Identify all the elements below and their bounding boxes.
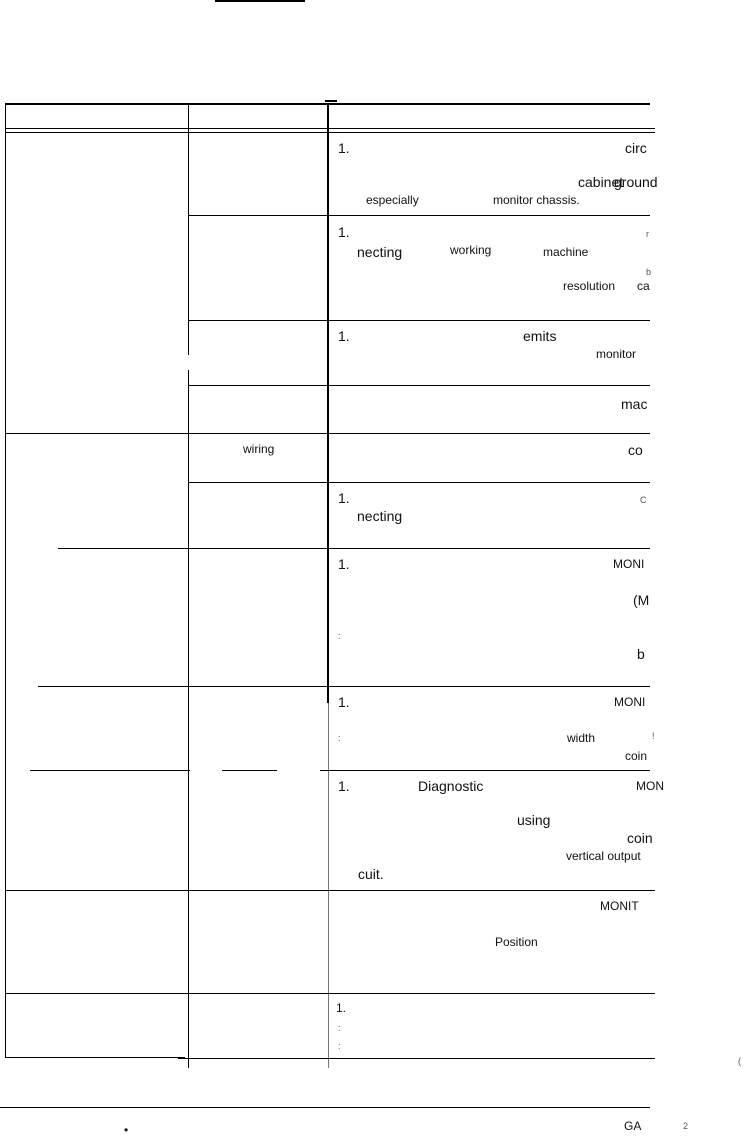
row-text: monitor	[596, 347, 637, 361]
row-text: coin	[627, 830, 653, 846]
row-text: (M	[633, 592, 650, 608]
row-text: MONIT	[600, 899, 639, 913]
rule-b	[188, 320, 650, 321]
rule-c	[188, 385, 650, 386]
rule-e	[188, 482, 650, 483]
row-text: especially	[366, 193, 419, 207]
footer-rule	[0, 1107, 650, 1108]
row-text: working	[450, 243, 492, 257]
rule-i	[5, 890, 655, 891]
row-text: b	[646, 267, 652, 277]
row-text: r	[646, 229, 649, 239]
col1-tick	[325, 100, 337, 102]
rule-g	[38, 686, 650, 687]
rule-a	[188, 215, 650, 216]
rule-h1	[30, 770, 190, 771]
row-text: 1.	[338, 490, 350, 506]
row-text: Diagnostic	[418, 778, 484, 794]
row-text: co	[628, 442, 643, 458]
row-text: :	[338, 1023, 341, 1033]
row-text: machine	[543, 245, 589, 259]
row-text: 1.	[338, 224, 350, 240]
row-text: coin	[625, 749, 648, 763]
table-left-border	[5, 103, 6, 1058]
rule-d	[5, 433, 650, 434]
title-underline	[215, 0, 305, 2]
row-text: ground	[614, 174, 658, 190]
row-text: vertical output	[566, 849, 641, 863]
header-rule-2	[5, 132, 655, 133]
row-text: 1.	[338, 778, 350, 794]
row-text: b	[637, 646, 645, 662]
row-text: MON	[636, 779, 664, 793]
divider-col2	[327, 103, 329, 703]
divider-col1-b	[188, 370, 189, 1068]
header-rule-1	[5, 128, 655, 129]
row-text: C	[640, 495, 647, 505]
rule-h2	[222, 770, 277, 771]
page-mark: (	[738, 1056, 741, 1066]
row-text: using	[517, 812, 551, 828]
row-text: emits	[523, 328, 557, 344]
rule-j	[5, 993, 655, 994]
row-text: MONI	[613, 557, 645, 571]
row-text: necting	[357, 508, 403, 524]
row-text: MONI	[614, 695, 646, 709]
row-text: 1.	[338, 694, 350, 710]
row-text: circ	[625, 140, 647, 156]
row-text: !	[652, 731, 655, 741]
row-text: 1.	[338, 328, 350, 344]
row-text: width	[567, 731, 596, 745]
rule-k2	[178, 1058, 655, 1059]
row-text: cuit.	[358, 866, 384, 882]
row-text: resolution	[563, 279, 616, 293]
row-text: :	[338, 1041, 341, 1051]
row-text: 1.	[338, 140, 350, 156]
footer-bullet: •	[124, 1123, 129, 1137]
rule-h3	[320, 770, 650, 771]
row-text: necting	[357, 244, 403, 260]
row-text: monitor chassis.	[493, 193, 580, 207]
row-text: mac	[621, 396, 648, 412]
footer-right: GA	[624, 1119, 642, 1133]
row-cause: wiring	[243, 442, 275, 456]
divider-col1-a	[188, 103, 189, 355]
row-text: :	[338, 733, 341, 743]
row-text: 1.	[336, 1001, 347, 1015]
footer-page: 2	[683, 1121, 689, 1131]
row-text: ca	[637, 279, 650, 293]
rule-k1	[5, 1057, 185, 1058]
divider-col2-lower	[328, 703, 329, 1068]
row-text: Position	[495, 935, 538, 949]
row-text: 1.	[338, 556, 350, 572]
row-text: :	[338, 631, 341, 641]
row-text: cabinet	[578, 174, 624, 190]
rule-f	[58, 548, 650, 549]
